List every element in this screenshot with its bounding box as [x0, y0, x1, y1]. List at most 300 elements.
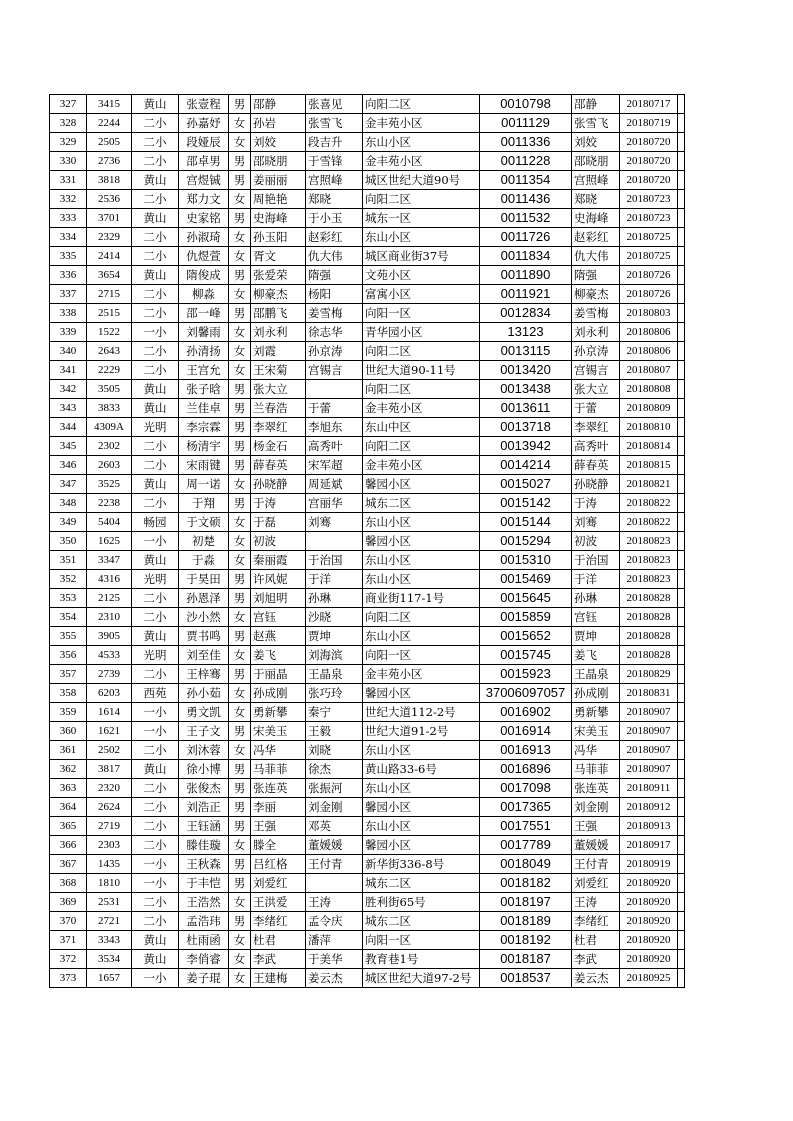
guardian-2-cell: [306, 380, 363, 399]
account-holder-cell: 刘金刚: [572, 798, 620, 817]
account-holder-cell: 刘骞: [572, 513, 620, 532]
guardian-2-cell: 李旭东: [306, 418, 363, 437]
school-cell: 一小: [132, 855, 179, 874]
account-number-cell: 0015142: [480, 494, 572, 513]
student-name-cell: 邵卓男: [179, 152, 229, 171]
empty-cell: [678, 95, 685, 114]
student-name-cell: 张壹程: [179, 95, 229, 114]
table-row: [50, 589, 685, 608]
school-cell: 一小: [132, 323, 179, 342]
student-id-cell: 3833: [87, 399, 132, 418]
row-number-cell: 372: [50, 950, 87, 969]
student-name-cell: 孙恩泽: [179, 589, 229, 608]
date-cell: 20180907: [620, 722, 678, 741]
student-name-cell: 杨清宇: [179, 437, 229, 456]
guardian-1-cell: 薛春英: [251, 456, 306, 475]
address-cell: 东山小区: [363, 570, 480, 589]
row-number-cell: 362: [50, 760, 87, 779]
row-number-cell: 368: [50, 874, 87, 893]
guardian-1-cell: 初波: [251, 532, 306, 551]
table-row: [50, 570, 685, 589]
empty-cell: [678, 209, 685, 228]
guardian-2-cell: 宫照峰: [306, 171, 363, 190]
date-cell: 20180815: [620, 456, 678, 475]
address-cell: 东山小区: [363, 228, 480, 247]
account-holder-cell: 孙成刚: [572, 684, 620, 703]
address-cell: 东山小区: [363, 513, 480, 532]
student-id-cell: 1625: [87, 532, 132, 551]
gender-cell: 男: [229, 722, 251, 741]
guardian-1-cell: 王洪爱: [251, 893, 306, 912]
empty-cell: [678, 114, 685, 133]
address-cell: 金丰苑小区: [363, 456, 480, 475]
gender-cell: 男: [229, 304, 251, 323]
empty-cell: [678, 247, 685, 266]
gender-cell: 男: [229, 817, 251, 836]
student-name-cell: 初楚: [179, 532, 229, 551]
gender-cell: 女: [229, 361, 251, 380]
date-cell: 20180829: [620, 665, 678, 684]
row-number-cell: 328: [50, 114, 87, 133]
guardian-1-cell: 孙成刚: [251, 684, 306, 703]
date-cell: 20180828: [620, 608, 678, 627]
guardian-1-cell: 于丽晶: [251, 665, 306, 684]
table-row: [50, 817, 685, 836]
date-cell: 20180719: [620, 114, 678, 133]
table-row: [50, 437, 685, 456]
guardian-1-cell: 邵晓朋: [251, 152, 306, 171]
date-cell: 20180822: [620, 494, 678, 513]
guardian-2-cell: 贾坤: [306, 627, 363, 646]
empty-cell: [678, 513, 685, 532]
account-number-cell: 0015645: [480, 589, 572, 608]
account-number-cell: 0017551: [480, 817, 572, 836]
table-row: [50, 304, 685, 323]
school-cell: 黄山: [132, 475, 179, 494]
empty-cell: [678, 589, 685, 608]
guardian-1-cell: 于磊: [251, 513, 306, 532]
student-name-cell: 姜子琨: [179, 969, 229, 988]
date-cell: 20180828: [620, 589, 678, 608]
address-cell: 向阳二区: [363, 190, 480, 209]
account-holder-cell: 李翠红: [572, 418, 620, 437]
empty-cell: [678, 836, 685, 855]
address-cell: 东山小区: [363, 817, 480, 836]
guardian-2-cell: 赵彩红: [306, 228, 363, 247]
date-cell: 20180912: [620, 798, 678, 817]
empty-cell: [678, 133, 685, 152]
gender-cell: 男: [229, 494, 251, 513]
gender-cell: 女: [229, 247, 251, 266]
date-cell: 20180808: [620, 380, 678, 399]
account-holder-cell: 李绪红: [572, 912, 620, 931]
table-row: [50, 361, 685, 380]
address-cell: 城东二区: [363, 494, 480, 513]
empty-cell: [678, 703, 685, 722]
row-number-cell: 361: [50, 741, 87, 760]
empty-cell: [678, 760, 685, 779]
guardian-2-cell: 张振河: [306, 779, 363, 798]
address-cell: 东山小区: [363, 741, 480, 760]
student-id-cell: 5404: [87, 513, 132, 532]
school-cell: 二小: [132, 798, 179, 817]
address-cell: 东山小区: [363, 627, 480, 646]
guardian-1-cell: 马菲菲: [251, 760, 306, 779]
guardian-1-cell: 刘爱红: [251, 874, 306, 893]
row-number-cell: 334: [50, 228, 87, 247]
gender-cell: 女: [229, 190, 251, 209]
address-cell: 教育巷1号: [363, 950, 480, 969]
school-cell: 黄山: [132, 931, 179, 950]
guardian-1-cell: 柳豪杰: [251, 285, 306, 304]
account-number-cell: 0011129: [480, 114, 572, 133]
gender-cell: 男: [229, 798, 251, 817]
guardian-2-cell: 潘萍: [306, 931, 363, 950]
account-holder-cell: 邵静: [572, 95, 620, 114]
empty-cell: [678, 551, 685, 570]
row-number-cell: 365: [50, 817, 87, 836]
date-cell: 20180917: [620, 836, 678, 855]
gender-cell: 女: [229, 646, 251, 665]
student-name-cell: 王秋森: [179, 855, 229, 874]
student-name-cell: 滕佳璇: [179, 836, 229, 855]
student-name-cell: 于丰恺: [179, 874, 229, 893]
guardian-1-cell: 邵静: [251, 95, 306, 114]
student-id-cell: 2721: [87, 912, 132, 931]
school-cell: 西苑: [132, 684, 179, 703]
row-number-cell: 343: [50, 399, 87, 418]
student-name-cell: 刘至佳: [179, 646, 229, 665]
row-number-cell: 350: [50, 532, 87, 551]
table-row: [50, 456, 685, 475]
gender-cell: 女: [229, 114, 251, 133]
row-number-cell: 341: [50, 361, 87, 380]
row-number-cell: 354: [50, 608, 87, 627]
student-name-cell: 张子晗: [179, 380, 229, 399]
table-row: [50, 760, 685, 779]
gender-cell: 男: [229, 399, 251, 418]
row-number-cell: 359: [50, 703, 87, 722]
guardian-2-cell: 秦宁: [306, 703, 363, 722]
guardian-2-cell: 孙京涛: [306, 342, 363, 361]
account-number-cell: 0013718: [480, 418, 572, 437]
student-name-cell: 孙小茹: [179, 684, 229, 703]
school-cell: 黄山: [132, 760, 179, 779]
date-cell: 20180823: [620, 532, 678, 551]
date-cell: 20180907: [620, 703, 678, 722]
account-number-cell: 0015027: [480, 475, 572, 494]
student-id-cell: 4316: [87, 570, 132, 589]
table-row: [50, 532, 685, 551]
date-cell: 20180806: [620, 342, 678, 361]
account-number-cell: 0018187: [480, 950, 572, 969]
address-cell: 馨园小区: [363, 684, 480, 703]
gender-cell: 男: [229, 171, 251, 190]
guardian-1-cell: 姜丽丽: [251, 171, 306, 190]
guardian-1-cell: 史海峰: [251, 209, 306, 228]
gender-cell: 男: [229, 779, 251, 798]
student-id-cell: 1614: [87, 703, 132, 722]
student-name-cell: 孟浩玮: [179, 912, 229, 931]
student-id-cell: 4309A: [87, 418, 132, 437]
table-row: [50, 836, 685, 855]
row-number-cell: 353: [50, 589, 87, 608]
table-row: [50, 798, 685, 817]
account-holder-cell: 宫照峰: [572, 171, 620, 190]
empty-cell: [678, 931, 685, 950]
school-cell: 二小: [132, 494, 179, 513]
row-number-cell: 344: [50, 418, 87, 437]
account-holder-cell: 宫钰: [572, 608, 620, 627]
guardian-2-cell: 于小玉: [306, 209, 363, 228]
empty-cell: [678, 494, 685, 513]
table-row: [50, 893, 685, 912]
account-holder-cell: 勇新攀: [572, 703, 620, 722]
student-name-cell: 段娅辰: [179, 133, 229, 152]
table-row: [50, 627, 685, 646]
row-number-cell: 370: [50, 912, 87, 931]
guardian-1-cell: 张连英: [251, 779, 306, 798]
account-number-cell: 0011834: [480, 247, 572, 266]
account-holder-cell: 孙晓静: [572, 475, 620, 494]
empty-cell: [678, 456, 685, 475]
guardian-2-cell: 王付青: [306, 855, 363, 874]
table-row: [50, 190, 685, 209]
address-cell: 向阳二区: [363, 608, 480, 627]
date-cell: 20180920: [620, 931, 678, 950]
school-cell: 黄山: [132, 95, 179, 114]
account-number-cell: 0013942: [480, 437, 572, 456]
table-row: [50, 418, 685, 437]
date-cell: 20180717: [620, 95, 678, 114]
gender-cell: 女: [229, 513, 251, 532]
row-number-cell: 339: [50, 323, 87, 342]
student-name-cell: 杜雨函: [179, 931, 229, 950]
row-number-cell: 347: [50, 475, 87, 494]
guardian-2-cell: 孙琳: [306, 589, 363, 608]
school-cell: 黄山: [132, 627, 179, 646]
guardian-1-cell: 王宋菊: [251, 361, 306, 380]
school-cell: 二小: [132, 342, 179, 361]
guardian-2-cell: 于雪锋: [306, 152, 363, 171]
date-cell: 20180720: [620, 171, 678, 190]
gender-cell: 男: [229, 855, 251, 874]
account-number-cell: 0014214: [480, 456, 572, 475]
account-number-cell: 13123: [480, 323, 572, 342]
student-name-cell: 王子文: [179, 722, 229, 741]
address-cell: 东山小区: [363, 779, 480, 798]
table-row: [50, 247, 685, 266]
table-row: [50, 855, 685, 874]
student-name-cell: 孙清扬: [179, 342, 229, 361]
student-id-cell: 2310: [87, 608, 132, 627]
address-cell: 向阳一区: [363, 304, 480, 323]
guardian-1-cell: 孙玉阳: [251, 228, 306, 247]
student-id-cell: 2502: [87, 741, 132, 760]
account-holder-cell: 王晶泉: [572, 665, 620, 684]
row-number-cell: 335: [50, 247, 87, 266]
account-holder-cell: 王涛: [572, 893, 620, 912]
guardian-1-cell: 赵燕: [251, 627, 306, 646]
account-holder-cell: 张连英: [572, 779, 620, 798]
date-cell: 20180806: [620, 323, 678, 342]
account-holder-cell: 于蕾: [572, 399, 620, 418]
date-cell: 20180907: [620, 741, 678, 760]
account-holder-cell: 王强: [572, 817, 620, 836]
student-name-cell: 邵一峰: [179, 304, 229, 323]
address-cell: 馨园小区: [363, 798, 480, 817]
address-cell: 向阳二区: [363, 95, 480, 114]
school-cell: 黄山: [132, 950, 179, 969]
address-cell: 向阳二区: [363, 437, 480, 456]
address-cell: 向阳一区: [363, 931, 480, 950]
account-holder-cell: 姜飞: [572, 646, 620, 665]
student-id-cell: 2229: [87, 361, 132, 380]
address-cell: 城东二区: [363, 874, 480, 893]
account-number-cell: 0013115: [480, 342, 572, 361]
account-holder-cell: 赵彩红: [572, 228, 620, 247]
school-cell: 黄山: [132, 399, 179, 418]
gender-cell: 女: [229, 285, 251, 304]
student-id-cell: 3525: [87, 475, 132, 494]
student-id-cell: 3905: [87, 627, 132, 646]
account-number-cell: 37006097057: [480, 684, 572, 703]
gender-cell: 男: [229, 380, 251, 399]
student-name-cell: 郑力文: [179, 190, 229, 209]
date-cell: 20180907: [620, 760, 678, 779]
school-cell: 光明: [132, 570, 179, 589]
date-cell: 20180725: [620, 228, 678, 247]
student-id-cell: 2739: [87, 665, 132, 684]
guardian-1-cell: 孙岩: [251, 114, 306, 133]
account-number-cell: 0017789: [480, 836, 572, 855]
date-cell: 20180723: [620, 190, 678, 209]
table-row: [50, 722, 685, 741]
student-id-cell: 2515: [87, 304, 132, 323]
student-name-cell: 沙小然: [179, 608, 229, 627]
account-number-cell: 0011921: [480, 285, 572, 304]
account-number-cell: 0011354: [480, 171, 572, 190]
row-number-cell: 373: [50, 969, 87, 988]
row-number-cell: 336: [50, 266, 87, 285]
student-name-cell: 王钰涵: [179, 817, 229, 836]
student-id-cell: 2715: [87, 285, 132, 304]
guardian-2-cell: [306, 532, 363, 551]
row-number-cell: 356: [50, 646, 87, 665]
table-row: [50, 513, 685, 532]
gender-cell: 女: [229, 950, 251, 969]
account-holder-cell: 初波: [572, 532, 620, 551]
account-holder-cell: 贾坤: [572, 627, 620, 646]
empty-cell: [678, 817, 685, 836]
date-cell: 20180726: [620, 266, 678, 285]
guardian-2-cell: 姜云杰: [306, 969, 363, 988]
date-cell: 20180725: [620, 247, 678, 266]
school-cell: 二小: [132, 437, 179, 456]
student-name-cell: 王宫允: [179, 361, 229, 380]
account-holder-cell: 董媛媛: [572, 836, 620, 855]
date-cell: 20180803: [620, 304, 678, 323]
date-cell: 20180828: [620, 627, 678, 646]
table-row: [50, 608, 685, 627]
account-holder-cell: 冯华: [572, 741, 620, 760]
guardian-1-cell: 兰春浩: [251, 399, 306, 418]
guardian-2-cell: 张雪飞: [306, 114, 363, 133]
student-name-cell: 李宗霖: [179, 418, 229, 437]
student-id-cell: 2125: [87, 589, 132, 608]
guardian-2-cell: 刘海滨: [306, 646, 363, 665]
account-number-cell: 0010798: [480, 95, 572, 114]
school-cell: 一小: [132, 969, 179, 988]
account-holder-cell: 宋美玉: [572, 722, 620, 741]
gender-cell: 男: [229, 627, 251, 646]
gender-cell: 女: [229, 342, 251, 361]
row-number-cell: 331: [50, 171, 87, 190]
row-number-cell: 360: [50, 722, 87, 741]
guardian-1-cell: 秦丽霞: [251, 551, 306, 570]
account-number-cell: 0015469: [480, 570, 572, 589]
account-number-cell: 0016896: [480, 760, 572, 779]
guardian-2-cell: 仇大伟: [306, 247, 363, 266]
table-row: [50, 266, 685, 285]
date-cell: 20180810: [620, 418, 678, 437]
student-id-cell: 1657: [87, 969, 132, 988]
school-cell: 二小: [132, 779, 179, 798]
guardian-1-cell: 刘霞: [251, 342, 306, 361]
guardian-2-cell: 段吉升: [306, 133, 363, 152]
table-row: [50, 95, 685, 114]
account-number-cell: 0015923: [480, 665, 572, 684]
address-cell: 世纪大道91-2号: [363, 722, 480, 741]
school-cell: 黄山: [132, 209, 179, 228]
account-number-cell: 0018182: [480, 874, 572, 893]
row-number-cell: 345: [50, 437, 87, 456]
student-id-cell: 3343: [87, 931, 132, 950]
gender-cell: 女: [229, 969, 251, 988]
account-holder-cell: 孙京涛: [572, 342, 620, 361]
account-number-cell: 0018197: [480, 893, 572, 912]
guardian-1-cell: 李翠红: [251, 418, 306, 437]
student-id-cell: 2643: [87, 342, 132, 361]
row-number-cell: 337: [50, 285, 87, 304]
account-number-cell: 0013438: [480, 380, 572, 399]
empty-cell: [678, 418, 685, 437]
student-id-cell: 2536: [87, 190, 132, 209]
row-number-cell: 342: [50, 380, 87, 399]
account-number-cell: 0017098: [480, 779, 572, 798]
guardian-2-cell: 张巧玲: [306, 684, 363, 703]
guardian-2-cell: 王晶泉: [306, 665, 363, 684]
school-cell: 黄山: [132, 266, 179, 285]
guardian-2-cell: 于洋: [306, 570, 363, 589]
address-cell: 金丰苑小区: [363, 114, 480, 133]
student-id-cell: 2505: [87, 133, 132, 152]
guardian-2-cell: 王毅: [306, 722, 363, 741]
empty-cell: [678, 285, 685, 304]
account-holder-cell: 邵晓朋: [572, 152, 620, 171]
school-cell: 一小: [132, 703, 179, 722]
account-holder-cell: 史海峰: [572, 209, 620, 228]
table-row: [50, 209, 685, 228]
table-row: [50, 171, 685, 190]
date-cell: 20180720: [620, 152, 678, 171]
guardian-1-cell: 李丽: [251, 798, 306, 817]
table-row: [50, 494, 685, 513]
guardian-1-cell: 孙晓静: [251, 475, 306, 494]
school-cell: 黄山: [132, 551, 179, 570]
guardian-2-cell: 沙晓: [306, 608, 363, 627]
gender-cell: 女: [229, 532, 251, 551]
